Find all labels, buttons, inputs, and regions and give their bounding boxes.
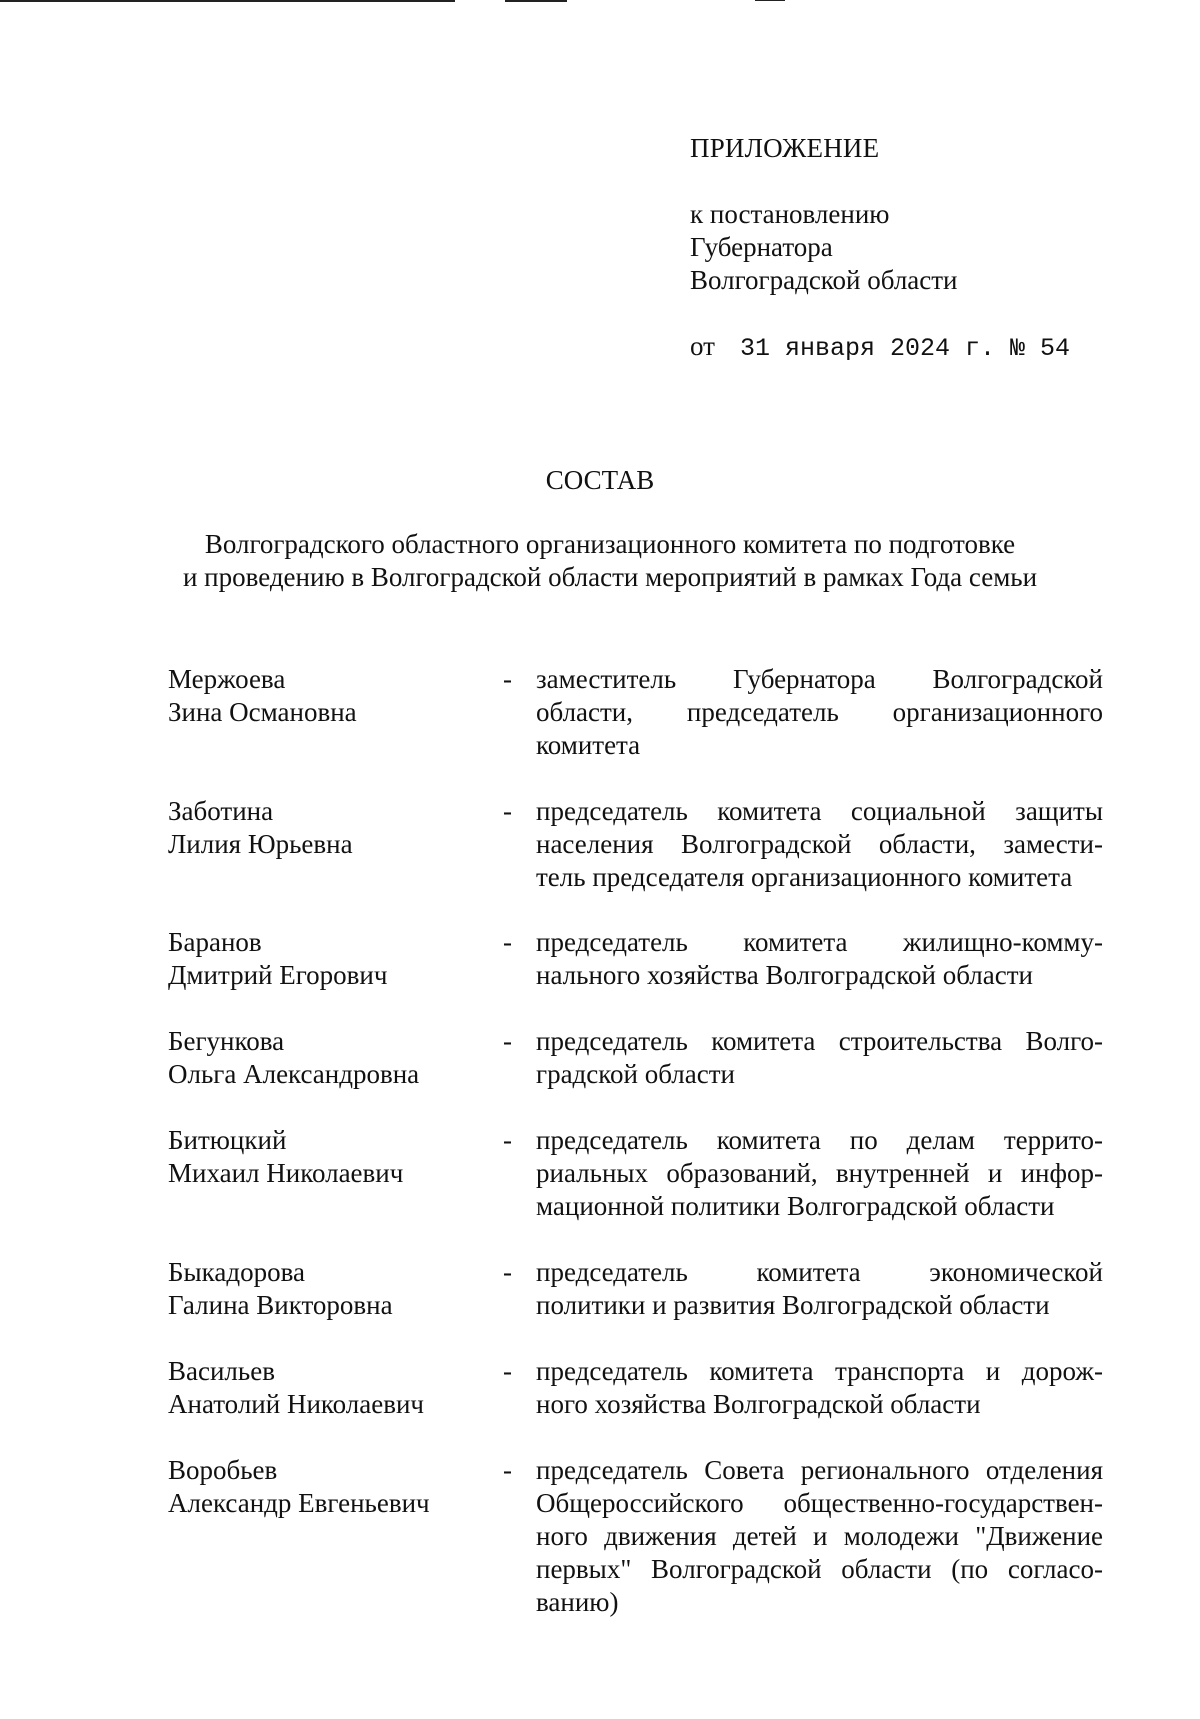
member-surname: Воробьев: [168, 1455, 278, 1485]
member-given-name: Александр Евгеньевич: [168, 1488, 430, 1518]
member-role-line: председатель комитета по делам террито-: [536, 1125, 1103, 1155]
member-dash: -: [503, 796, 512, 826]
member-role-line: политики и развития Волгоградской области: [536, 1290, 1050, 1320]
subheading-line: Волгоградского областного организационного комитета по подготовке: [204, 529, 1016, 559]
member-role-line: первых" Волгоградской области (по согласо-: [536, 1554, 1103, 1584]
member-given-name: Анатолий Николаевич: [168, 1389, 424, 1419]
document-subheading: [140, 528, 1080, 594]
scan-edge-line: [755, 0, 785, 1]
member-role: [536, 663, 1103, 762]
appendix-date: [690, 330, 1070, 365]
member-role-line: председатель комитета социальной защиты: [536, 796, 1103, 826]
member-dash: -: [503, 927, 512, 957]
member-surname: Битюцкий: [168, 1125, 287, 1155]
member-role-line: председатель комитета экономической: [536, 1257, 1103, 1287]
member-dash: -: [503, 1257, 512, 1287]
member-role: [536, 926, 1103, 992]
date-prefix: от: [690, 331, 715, 361]
member-role: [536, 1256, 1103, 1322]
member-role-line: населения Волгоградской области, замести-: [536, 829, 1103, 859]
member-surname: Баранов: [168, 927, 262, 957]
member-role-line: мационной политики Волгоградской области: [536, 1191, 1055, 1221]
member-name: [168, 795, 488, 861]
appendix-line: Волгоградской области: [690, 265, 958, 295]
member-given-name: Галина Викторовна: [168, 1290, 393, 1320]
member-dash: -: [503, 1026, 512, 1056]
member-given-name: Ольга Александровна: [168, 1059, 420, 1089]
member-surname: Бегункова: [168, 1026, 285, 1056]
member-name: [168, 1454, 488, 1520]
member-dash: -: [503, 1356, 512, 1386]
member-role: [536, 795, 1103, 894]
document-number: № 54: [1010, 334, 1071, 363]
member-name: [168, 1355, 488, 1421]
member-role-line: заместитель Губернатора Волгоградской: [536, 664, 1103, 694]
member-role-line: комитета: [536, 730, 641, 760]
appendix-line: Губернатора: [690, 232, 833, 262]
member-role-line: председатель комитета жилищно-комму-: [536, 927, 1103, 957]
member-surname: Быкадорова: [168, 1257, 305, 1287]
member-surname: Заботина: [168, 796, 274, 826]
member-dash: -: [503, 1455, 512, 1485]
member-name: [168, 663, 488, 729]
member-role-line: Общероссийского общественно-государствен-: [536, 1488, 1103, 1518]
member-given-name: Дмитрий Егорович: [168, 960, 388, 990]
member-given-name: Зина Османовна: [168, 697, 357, 727]
member-role: [536, 1124, 1103, 1223]
member-role-line: тель председателя организационного комитета: [536, 862, 1073, 892]
member-surname: Васильев: [168, 1356, 275, 1386]
member-name: [168, 1124, 488, 1190]
member-dash: -: [503, 664, 512, 694]
appendix-block: [690, 132, 1070, 365]
member-role-line: ного хозяйства Волгоградской области: [536, 1389, 981, 1419]
member-role-line: ванию): [536, 1587, 619, 1617]
date-value: 31 января 2024 г.: [739, 334, 996, 363]
member-name: [168, 1256, 488, 1322]
member-role-line: ного движения детей и молодежи "Движение: [536, 1521, 1103, 1551]
scan-edge-line: [0, 0, 455, 2]
member-name: [168, 926, 488, 992]
member-dash: -: [503, 1125, 512, 1155]
member-role-line: председатель комитета транспорта и дорож-: [536, 1356, 1103, 1386]
member-role-line: области, председатель организационного: [536, 697, 1103, 727]
appendix-title: ПРИЛОЖЕНИЕ: [690, 133, 880, 163]
member-role: [536, 1355, 1103, 1421]
scan-edge-line: [505, 0, 567, 2]
member-role-line: председатель Совета регионального отделения: [536, 1455, 1103, 1485]
member-given-name: Михаил Николаевич: [168, 1158, 404, 1188]
appendix-line: к постановлению: [690, 199, 890, 229]
document-heading: СОСТАВ: [545, 465, 655, 495]
member-role: [536, 1025, 1103, 1091]
member-name: [168, 1025, 488, 1091]
subheading-line: и проведению в Волгоградской области мероприятий в рамках Года семьи: [182, 562, 1038, 592]
member-role-line: градской области: [536, 1059, 735, 1089]
member-given-name: Лилия Юрьевна: [168, 829, 353, 859]
member-role-line: нального хозяйства Волгоградской области: [536, 960, 1033, 990]
member-role-line: председатель комитета строительства Волго-: [536, 1026, 1103, 1056]
member-role: [536, 1454, 1103, 1619]
member-role-line: риальных образований, внутренней и инфор-: [536, 1158, 1103, 1188]
member-surname: Мержоева: [168, 664, 286, 694]
